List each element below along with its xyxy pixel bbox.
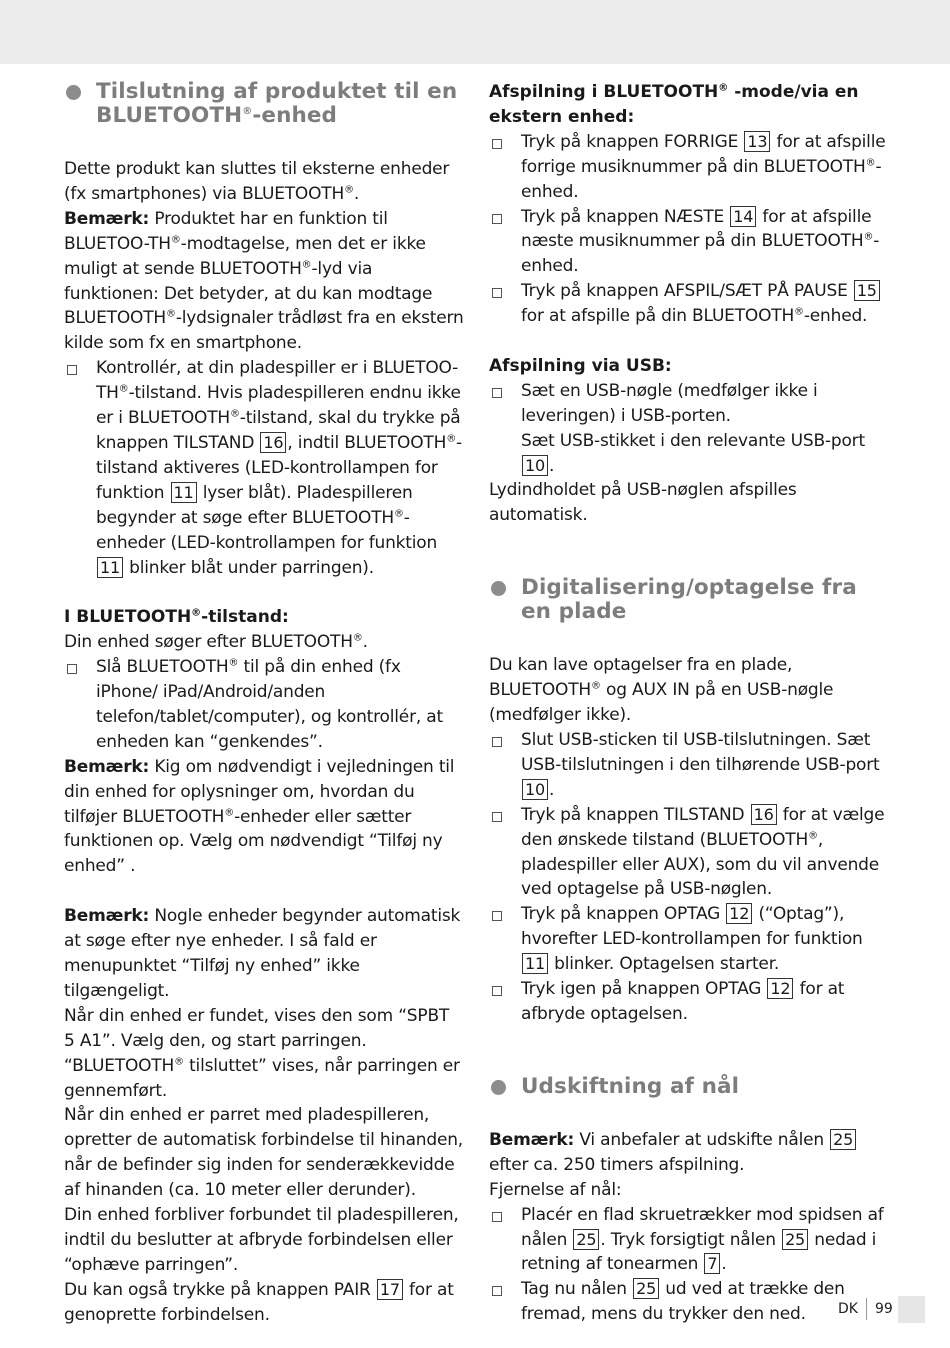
needle-remove-label: Fjernelse af nål:: [489, 1179, 622, 1200]
connected-paragraph: “BLUETOOTH® tilsluttet” vises, når parringen er gennemført.: [64, 1055, 460, 1101]
footer-divider: [866, 1298, 867, 1320]
ref-number: 25: [633, 1278, 659, 1299]
note-paragraph: Bemærk: Produktet har en funktion til BLUETOO-TH®-modtagelse, men det er ikke muligt at sende BLUETOOTH®-lyd via funktionen: Det betyder, at du kan modtage BLUETOOTH®-lydsignaler trådløst fra en ekstern kilde som fx en smartphone.: [64, 208, 464, 354]
ref-number: 12: [726, 903, 752, 924]
ref-number: 16: [751, 804, 777, 825]
checkbox-square-icon: [492, 911, 502, 921]
paired-paragraph: Når din enhed er parret med pladespilleren, opretter de automatisk forbindelse til hinanden, når de befinder sig inden for senderækkevidde af hinanden (ca. 10 meter eller derunder).: [64, 1105, 463, 1201]
checkbox-square-icon: [67, 365, 77, 375]
checkbox-square-icon: [492, 214, 502, 224]
checkbox-square-icon: [492, 737, 502, 747]
checkbox-square-icon: [67, 664, 77, 674]
list-item: Slå BLUETOOTH® til på din enhed (fx iPhone/ iPad/Android/anden telefon/tablet/computer), og kontrollér, at enheden kan “genkendes”.: [64, 655, 464, 755]
ref-number: 10: [522, 779, 548, 800]
left-column: [64, 80, 464, 1328]
ref-number: 10: [522, 455, 548, 476]
list-item: Tryk på knappen AFSPIL/SÆT PÅ PAUSE 15 for at afspille på din BLUETOOTH®-enhed.: [489, 279, 889, 329]
usb-plug-paragraph: Sæt USB-stikket i den relevante USB-port 10 .: [521, 430, 865, 476]
list-item: Slut USB-sticken til USB-tilslutningen. Sæt USB-tilslutningen i den tilhørende USB-port 10 .: [489, 728, 889, 803]
usb-auto-paragraph: Lydindholdet på USB-nøglen afspilles automatisk.: [489, 480, 797, 526]
list-item: Tryk på knappen TILSTAND 16 for at vælge den ønskede tilstand (BLUETOOTH®, pladespiller eller AUX), som du vil anvende ved optagelse på USB-nøglen.: [489, 803, 889, 903]
checkbox-square-icon: [492, 812, 502, 822]
right-column: [489, 80, 889, 1327]
subheading-bluetooth-playback: Afspilning i BLUETOOTH® -mode/via en ekstern enhed:: [489, 82, 859, 127]
bullet-dot-icon: [491, 1080, 506, 1095]
ref-number: 15: [854, 280, 880, 301]
checkbox-square-icon: [492, 1212, 502, 1222]
checkbox-square-icon: [492, 388, 502, 398]
corner-tab: [898, 1296, 925, 1323]
top-band: [0, 0, 950, 64]
list-item: Tryk igen på knappen OPTAG 12 for at afbryde optagelsen.: [489, 977, 889, 1027]
list-item: Tryk på knappen NÆSTE 14 for at afspille næste musiknummer på din BLUETOOTH®-enhed.: [489, 205, 889, 280]
ref-number: 11: [171, 482, 197, 503]
list-item: Tag nu nålen 25 ud ved at trække den fremad, mens du trykker den ned.: [489, 1277, 889, 1327]
ref-number: 25: [782, 1229, 808, 1250]
ref-number: 7: [704, 1253, 720, 1274]
ref-number: 12: [767, 978, 793, 999]
note-paragraph: Bemærk: Nogle enheder begynder automatisk at søge efter nye enheder. I så fald er menupunktet “Tilføj ny enhed” ikke tilgængeligt.: [64, 906, 461, 1001]
ref-number: 25: [573, 1229, 599, 1250]
pair-paragraph: Du kan også trykke på knappen PAIR 17 for at genoprette forbindelsen.: [64, 1279, 454, 1325]
list-item: Kontrollér, at din pladespiller er i BLUETOO-TH®-tilstand. Hvis pladespilleren endnu ikke er i BLUETOOTH®-tilstand, skal du trykke på knappen TILSTAND 16 , indtil BLUETOOTH®-tilstand aktiveres (LED-kontrollampen for funktion 11 lyser blåt). Pladespilleren begynder at søge efter BLUETOOTH®-enheder (LED-kontrollampen for funktion 11 blinker blåt under parringen).: [64, 356, 464, 580]
ref-number: 13: [744, 131, 770, 152]
bullet-dot-icon: [66, 85, 81, 100]
section-heading-digitalisering: Digitalisering/optagelse fra en plade: [489, 576, 889, 624]
ref-number: 16: [260, 432, 286, 453]
remain-paragraph: Din enhed forbliver forbundet til pladespilleren, indtil du beslutter at afbryde forbindelsen eller “ophæve parringen”.: [64, 1205, 459, 1275]
list-item: Placér en flad skruetrækker mod spidsen af nålen 25 . Tryk forsigtigt nålen 25 nedad i retning af tonearmen 7 .: [489, 1203, 889, 1278]
found-paragraph: Når din enhed er fundet, vises den som “SPBT 5 A1”. Vælg den, og start parringen.: [64, 1005, 450, 1051]
checkbox-square-icon: [492, 139, 502, 149]
note-paragraph: Bemærk: Kig om nødvendigt i vejledningen til din enhed for oplysninger om, hvordan du tilføjer BLUETOOTH®-enheder eller sætter funktionen op. Vælg om nødvendigt “Tilføj ny enhed” .: [64, 756, 455, 877]
checkbox-square-icon: [492, 1286, 502, 1296]
ref-number: 25: [830, 1129, 856, 1150]
search-paragraph: Din enhed søger efter BLUETOOTH®.: [64, 632, 368, 653]
intro-paragraph: Dette produkt kan sluttes til eksterne enheder (fx smartphones) via BLUETOOTH®.: [64, 159, 450, 204]
checkbox-square-icon: [492, 986, 502, 996]
page-footer: [838, 1298, 893, 1320]
ref-number: 17: [377, 1279, 403, 1300]
subheading-usb: Afspilning via USB:: [489, 355, 672, 376]
subheading-bluetooth-mode: I BLUETOOTH®-tilstand:: [64, 607, 289, 628]
recording-intro: Du kan lave optagelser fra en plade, BLUETOOTH® og AUX IN på en USB-nøgle (medfølger ikke).: [489, 655, 834, 726]
ref-number: 14: [730, 206, 756, 227]
language-code: DK: [838, 1301, 858, 1317]
ref-number: 11: [522, 953, 548, 974]
section-heading-udskiftning: Udskiftning af nål: [489, 1075, 889, 1099]
list-item: Tryk på knappen OPTAG 12 (“Optag”), hvorefter LED-kontrollampen for funktion 11 blinker. Optagelsen starter.: [489, 902, 889, 977]
note-paragraph: Bemærk: Vi anbefaler at udskifte nålen 25 efter ca. 250 timers afspilning.: [489, 1128, 889, 1178]
checkbox-square-icon: [492, 288, 502, 298]
bullet-dot-icon: [491, 581, 506, 596]
page-number: 99: [874, 1301, 893, 1317]
section-heading-bluetooth: Tilslutning af produktet til en BLUETOOTH®-enhed: [64, 80, 464, 128]
list-item: Sæt en USB-nøgle (medfølger ikke i leveringen) i USB-porten.: [489, 379, 889, 429]
list-item: Tryk på knappen FORRIGE 13 for at afspille forrige musiknummer på din BLUETOOTH®-enhed.: [489, 130, 889, 205]
ref-number: 11: [97, 557, 123, 578]
